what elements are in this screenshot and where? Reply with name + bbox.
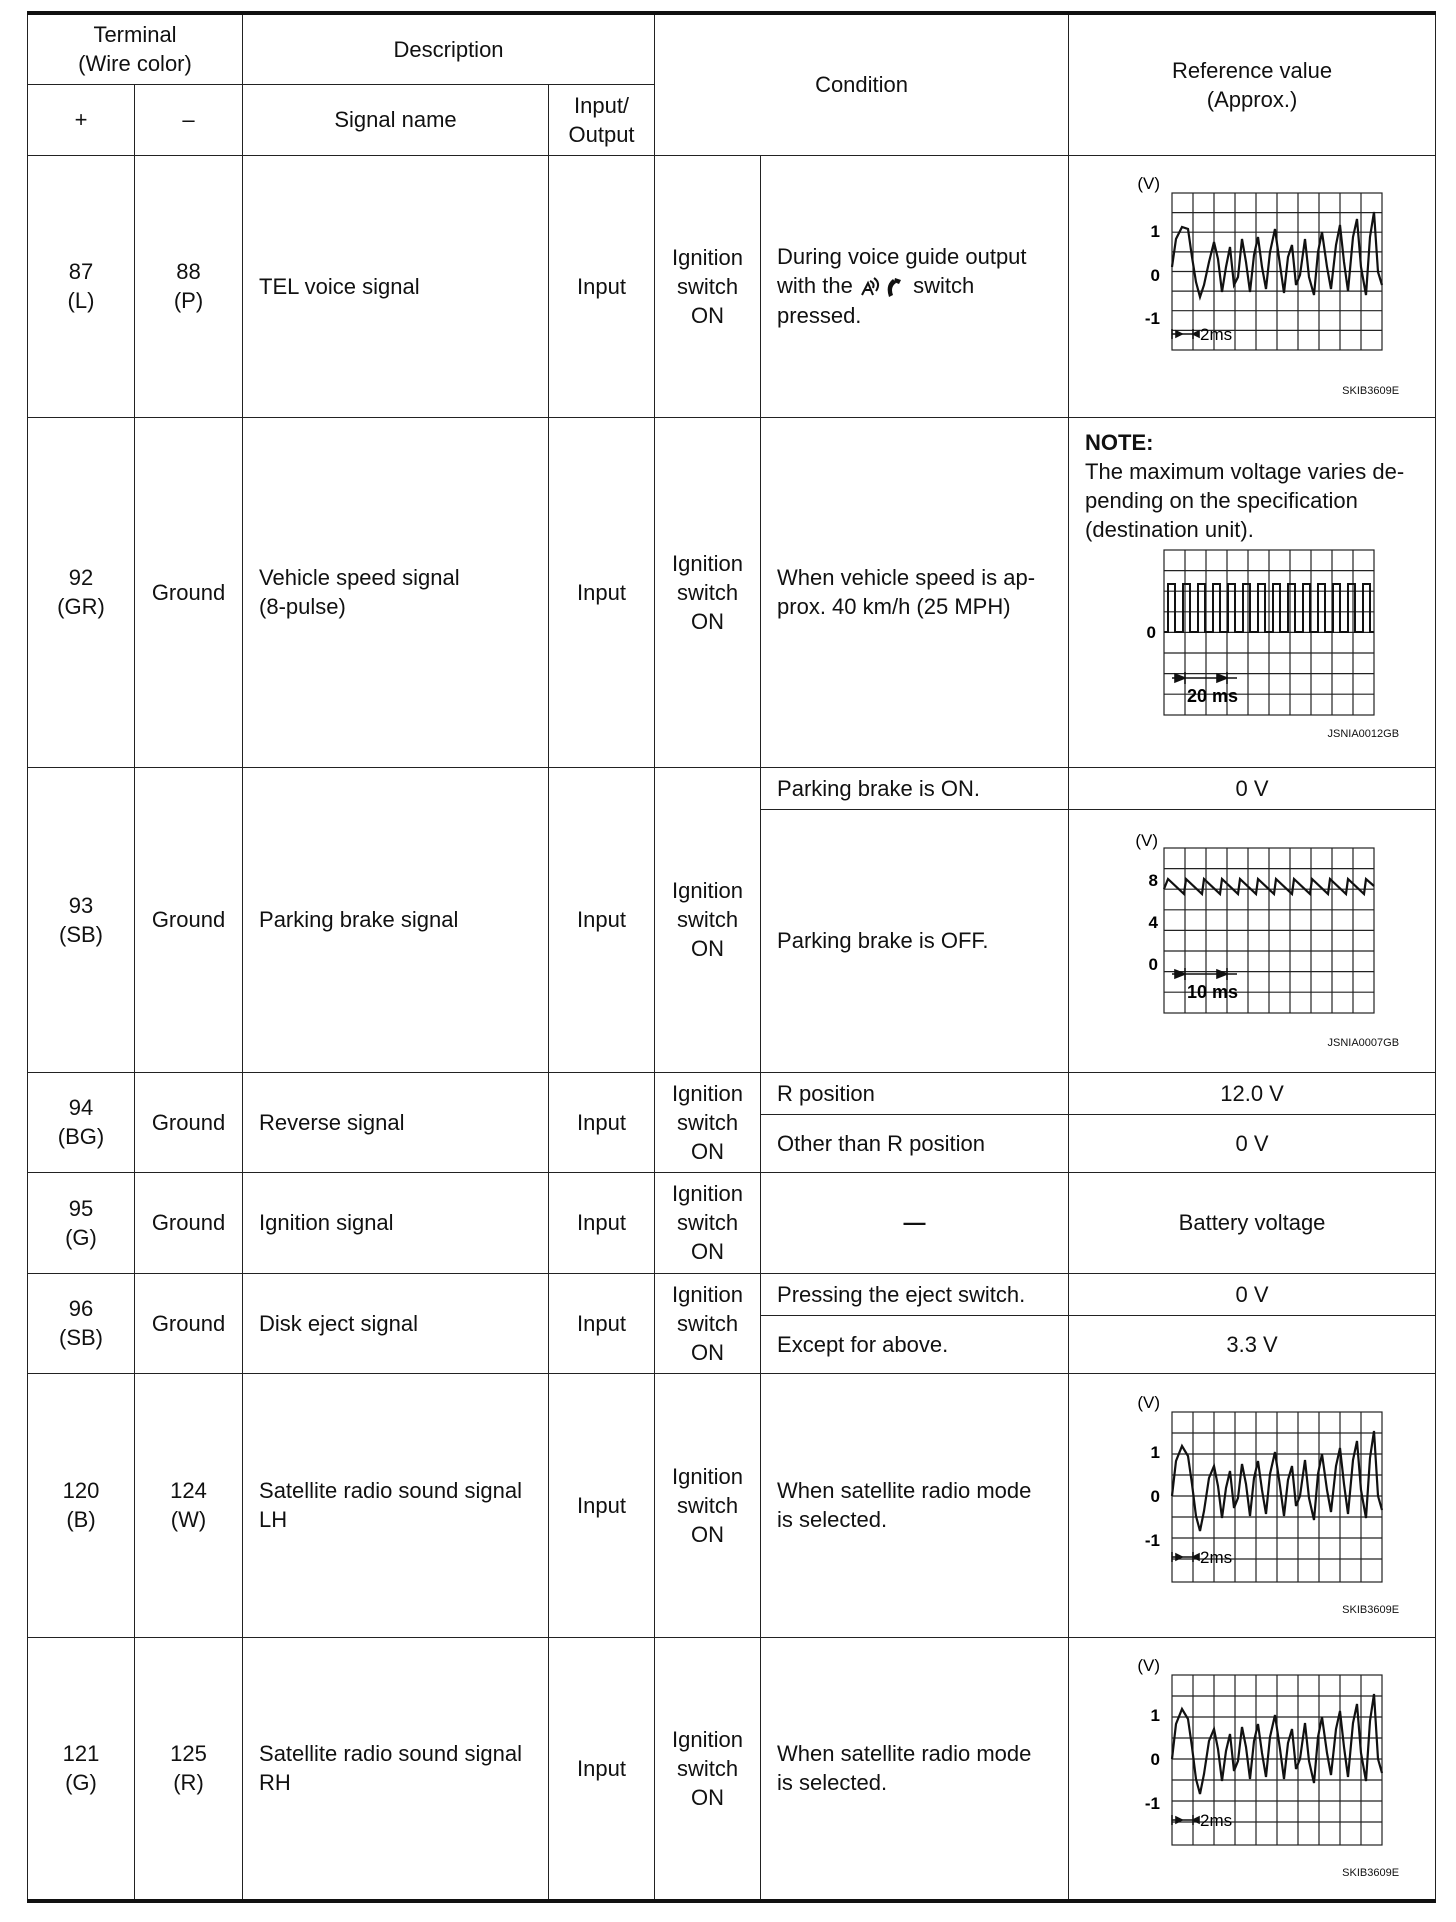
y-tick-1: 1 xyxy=(1150,221,1161,241)
terminal-minus: 125 (R) xyxy=(135,1637,243,1901)
io-type: Input xyxy=(549,767,655,1072)
satellite-rh-waveform xyxy=(1102,1649,1402,1859)
header-reference-value: Reference value (Approx.) xyxy=(1069,13,1436,155)
reference-value: 0 V xyxy=(1069,767,1436,809)
condition: Parking brake is OFF. xyxy=(761,809,1069,1072)
signal-name: Parking brake signal xyxy=(243,767,549,1072)
terminal-plus: 120 (B) xyxy=(28,1373,135,1637)
terminal-minus: 124 (W) xyxy=(135,1373,243,1637)
y-tick-0: 0 xyxy=(1148,954,1159,974)
io-type: Input xyxy=(549,417,655,767)
condition: When satellite radio mode is selected. xyxy=(761,1637,1069,1901)
condition: Except for above. xyxy=(761,1315,1069,1373)
reference-value: 0 V xyxy=(1069,1273,1436,1315)
reference-value xyxy=(1069,809,1436,1072)
y-tick-8: 8 xyxy=(1148,870,1159,890)
y-tick-0: 0 xyxy=(1146,622,1157,642)
io-type: Input xyxy=(549,1373,655,1637)
note-title: NOTE: xyxy=(1085,429,1154,455)
time-span-label: 2ms xyxy=(1200,1547,1233,1567)
figure-code: SKIB3609E xyxy=(1342,1866,1400,1879)
table-row xyxy=(28,767,1436,809)
condition xyxy=(761,155,1069,417)
header-terminal: Terminal (Wire color) xyxy=(28,13,243,84)
table-row xyxy=(28,1273,1436,1315)
vehicle-speed-waveform xyxy=(1102,544,1402,720)
time-span-label: 2ms xyxy=(1200,324,1233,344)
table-row xyxy=(28,155,1436,417)
terminal-minus: 88 (P) xyxy=(135,155,243,417)
figure-code: SKIB3609E xyxy=(1342,1603,1400,1616)
ignition-state: Ignition switch ON xyxy=(655,1637,761,1901)
parking-brake-waveform xyxy=(1102,824,1402,1029)
condition: Other than R position xyxy=(761,1114,1069,1172)
y-tick-1: 1 xyxy=(1150,1705,1161,1725)
header-condition: Condition xyxy=(655,13,1069,155)
terminal-plus: 96 (SB) xyxy=(28,1273,135,1373)
ignition-state: Ignition switch ON xyxy=(655,1273,761,1373)
terminal-plus: 95 (G) xyxy=(28,1172,135,1273)
table-row xyxy=(28,1172,1436,1273)
reference-value: Battery voltage xyxy=(1069,1172,1436,1273)
terminal-minus: Ground xyxy=(135,767,243,1072)
reference-value xyxy=(1069,1637,1436,1901)
ignition-state: Ignition switch ON xyxy=(655,767,761,1072)
signal-name: Disk eject signal xyxy=(243,1273,549,1373)
condition: Pressing the eject switch. xyxy=(761,1273,1069,1315)
y-axis-unit: (V) xyxy=(1137,1655,1161,1675)
condition-text-b: switch pressed. xyxy=(777,273,975,328)
condition-text-a: During voice guide output with the xyxy=(777,244,1027,299)
terminal-reference-table xyxy=(27,11,1436,1903)
time-span-label: 10 ms xyxy=(1187,981,1239,1002)
voice-phone-switch-icon xyxy=(859,275,907,301)
y-tick-4: 4 xyxy=(1148,912,1159,932)
condition: When vehicle speed is ap- prox. 40 km/h (25 MPH) xyxy=(761,417,1069,767)
terminal-plus: 121 (G) xyxy=(28,1637,135,1901)
header-plus: + xyxy=(28,84,135,155)
time-span-marker xyxy=(1172,1552,1199,1562)
y-tick-0: 0 xyxy=(1150,1486,1161,1506)
satellite-lh-waveform xyxy=(1102,1386,1402,1596)
ignition-state: Ignition switch ON xyxy=(655,417,761,767)
table-row xyxy=(28,1072,1436,1114)
time-span-marker xyxy=(1172,968,1237,980)
time-span-marker xyxy=(1172,1815,1199,1825)
ignition-state: Ignition switch ON xyxy=(655,1172,761,1273)
figure-code: JSNIA0012GB xyxy=(1327,727,1400,740)
reference-value xyxy=(1069,417,1436,767)
terminal-plus: 87 (L) xyxy=(28,155,135,417)
y-tick-minus-1: -1 xyxy=(1144,1530,1161,1550)
figure-code: JSNIA0007GB xyxy=(1327,1036,1400,1049)
y-tick-0: 0 xyxy=(1150,265,1161,285)
reference-value xyxy=(1069,155,1436,417)
figure-code: SKIB3609E xyxy=(1342,384,1400,397)
y-axis-unit: (V) xyxy=(1137,1392,1161,1412)
header-minus: – xyxy=(135,84,243,155)
time-span-label: 20 ms xyxy=(1187,685,1239,706)
signal-name: Vehicle speed signal (8-pulse) xyxy=(243,417,549,767)
header-input-output: Input/ Output xyxy=(549,84,655,155)
ignition-state: Ignition switch ON xyxy=(655,1373,761,1637)
io-type: Input xyxy=(549,1637,655,1901)
tel-voice-waveform xyxy=(1102,167,1402,377)
header-description: Description xyxy=(243,13,655,84)
y-tick-minus-1: -1 xyxy=(1144,1793,1161,1813)
signal-name: Ignition signal xyxy=(243,1172,549,1273)
reference-value: 12.0 V xyxy=(1069,1072,1436,1114)
time-span-label: 2ms xyxy=(1200,1810,1233,1830)
io-type: Input xyxy=(549,1072,655,1172)
terminal-plus: 93 (SB) xyxy=(28,767,135,1072)
condition: When satellite radio mode is selected. xyxy=(761,1373,1069,1637)
y-tick-0: 0 xyxy=(1150,1749,1161,1769)
condition: Parking brake is ON. xyxy=(761,767,1069,809)
io-type: Input xyxy=(549,155,655,417)
reference-value xyxy=(1069,1373,1436,1637)
y-axis-unit: (V) xyxy=(1135,830,1159,850)
table-row xyxy=(28,417,1436,767)
y-tick-1: 1 xyxy=(1150,1442,1161,1462)
reference-value: 0 V xyxy=(1069,1114,1436,1172)
terminal-minus: Ground xyxy=(135,1072,243,1172)
signal-name: TEL voice signal xyxy=(243,155,549,417)
signal-name: Reverse signal xyxy=(243,1072,549,1172)
table-row xyxy=(28,1373,1436,1637)
signal-name: Satellite radio sound signal RH xyxy=(243,1637,549,1901)
condition: — xyxy=(761,1172,1069,1273)
terminal-plus: 92 (GR) xyxy=(28,417,135,767)
header-signal-name: Signal name xyxy=(243,84,549,155)
y-axis-unit: (V) xyxy=(1137,173,1161,193)
terminal-minus: Ground xyxy=(135,1172,243,1273)
terminal-plus: 94 (BG) xyxy=(28,1072,135,1172)
signal-name: Satellite radio sound signal LH xyxy=(243,1373,549,1637)
terminal-minus: Ground xyxy=(135,1273,243,1373)
note-text: The maximum voltage varies de- pending on the specification (destination unit). xyxy=(1085,458,1405,542)
io-type: Input xyxy=(549,1172,655,1273)
y-tick-minus-1: -1 xyxy=(1144,308,1161,328)
note xyxy=(1069,418,1435,544)
reference-value: 3.3 V xyxy=(1069,1315,1436,1373)
condition: R position xyxy=(761,1072,1069,1114)
table-row xyxy=(28,1637,1436,1901)
terminal-minus: Ground xyxy=(135,417,243,767)
ignition-state: Ignition switch ON xyxy=(655,155,761,417)
ignition-state: Ignition switch ON xyxy=(655,1072,761,1172)
io-type: Input xyxy=(549,1273,655,1373)
